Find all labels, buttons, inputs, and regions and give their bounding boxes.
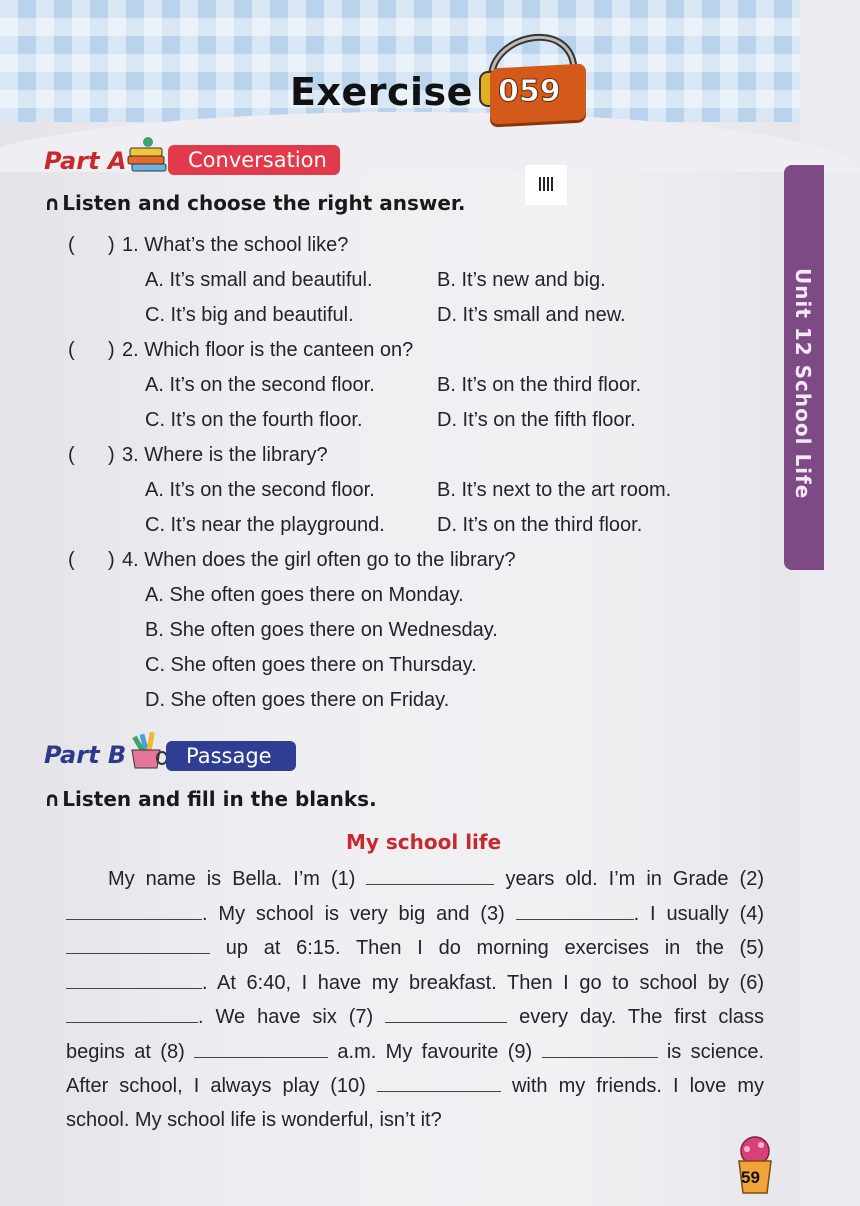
q3-option-c: C. It’s near the playground. bbox=[145, 514, 385, 536]
part-b-label: Part B bbox=[44, 741, 127, 769]
headphones-small-icon: ∩ bbox=[44, 787, 61, 811]
part-a-label: Part A bbox=[44, 147, 127, 175]
qr-code[interactable] bbox=[525, 165, 567, 205]
blank-2[interactable] bbox=[66, 897, 202, 920]
answer-paren-close: ) bbox=[108, 549, 115, 571]
answer-paren-close: ) bbox=[108, 339, 115, 361]
blank-3[interactable] bbox=[516, 897, 634, 920]
q1-option-c: C. It’s big and beautiful. bbox=[145, 304, 354, 326]
books-icon bbox=[124, 134, 170, 174]
story-title: My school life bbox=[346, 830, 502, 854]
question-1: 1. What’s the school like? bbox=[122, 234, 349, 256]
unit-side-tab-label: Unit 12 School Life bbox=[791, 268, 815, 500]
part-b-type: Passage bbox=[166, 741, 296, 771]
answer-paren-close: ) bbox=[108, 234, 115, 256]
story-passage: My name is Bella. I’m (1) years old. I’m in Grade (2) . My school is very big and (3) . I usually (4) up at 6:15. Then I do morning exercises in the (5) . At 6:40, I have my breakfast. Then I go to school by (6) . We have six (7) every day. The first class begins at (8) a.m. My favourite (9) is science. After school, I always play (10) with my friends. I love my school. My school life is wonderful, isn’t it? bbox=[66, 862, 764, 1137]
answer-paren-open: ( bbox=[68, 444, 75, 466]
answer-paren-open: ( bbox=[68, 339, 75, 361]
q2-option-c: C. It’s on the fourth floor. bbox=[145, 409, 363, 431]
question-4: 4. When does the girl often go to the library? bbox=[122, 549, 516, 571]
q3-option-a: A. It’s on the second floor. bbox=[145, 479, 375, 501]
q2-option-a: A. It’s on the second floor. bbox=[145, 374, 375, 396]
q2-option-d: D. It’s on the fifth floor. bbox=[437, 409, 636, 431]
q3-option-d: D. It’s on the third floor. bbox=[437, 514, 643, 536]
q4-option-d: D. She often goes there on Friday. bbox=[145, 689, 450, 711]
q1-option-a: A. It’s small and beautiful. bbox=[145, 269, 373, 291]
blank-10[interactable] bbox=[377, 1069, 501, 1092]
q3-option-b: B. It’s next to the art room. bbox=[437, 479, 672, 501]
blank-1[interactable] bbox=[366, 862, 494, 885]
q4-option-b: B. She often goes there on Wednesday. bbox=[145, 619, 498, 641]
q4-option-c: C. She often goes there on Thursday. bbox=[145, 654, 477, 676]
q1-option-b: B. It’s new and big. bbox=[437, 269, 606, 291]
headphones-small-icon: ∩ bbox=[44, 191, 61, 215]
blank-8[interactable] bbox=[194, 1035, 328, 1058]
part-b-instruction: ∩ Listen and fill in the blanks. bbox=[44, 787, 377, 811]
page-title: Exercise bbox=[290, 70, 473, 114]
exercise-number: 059 bbox=[498, 74, 561, 109]
q1-option-d: D. It’s small and new. bbox=[437, 304, 626, 326]
q4-option-a: A. She often goes there on Monday. bbox=[145, 584, 464, 606]
blank-6[interactable] bbox=[66, 1000, 198, 1023]
question-2: 2. Which floor is the canteen on? bbox=[122, 339, 414, 361]
q2-option-b: B. It’s on the third floor. bbox=[437, 374, 642, 396]
blank-7[interactable] bbox=[385, 1000, 507, 1023]
part-a-type: Conversation bbox=[168, 145, 340, 175]
page-number: 59 bbox=[741, 1168, 760, 1187]
blank-9[interactable] bbox=[542, 1035, 658, 1058]
question-3: 3. Where is the library? bbox=[122, 444, 328, 466]
answer-paren-open: ( bbox=[68, 234, 75, 256]
answer-paren-open: ( bbox=[68, 549, 75, 571]
pencil-cup-icon bbox=[124, 730, 170, 770]
blank-4[interactable] bbox=[66, 931, 210, 954]
answer-paren-close: ) bbox=[108, 444, 115, 466]
part-a-instruction: ∩ Listen and choose the right answer. bbox=[44, 191, 466, 215]
blank-5[interactable] bbox=[66, 966, 202, 989]
